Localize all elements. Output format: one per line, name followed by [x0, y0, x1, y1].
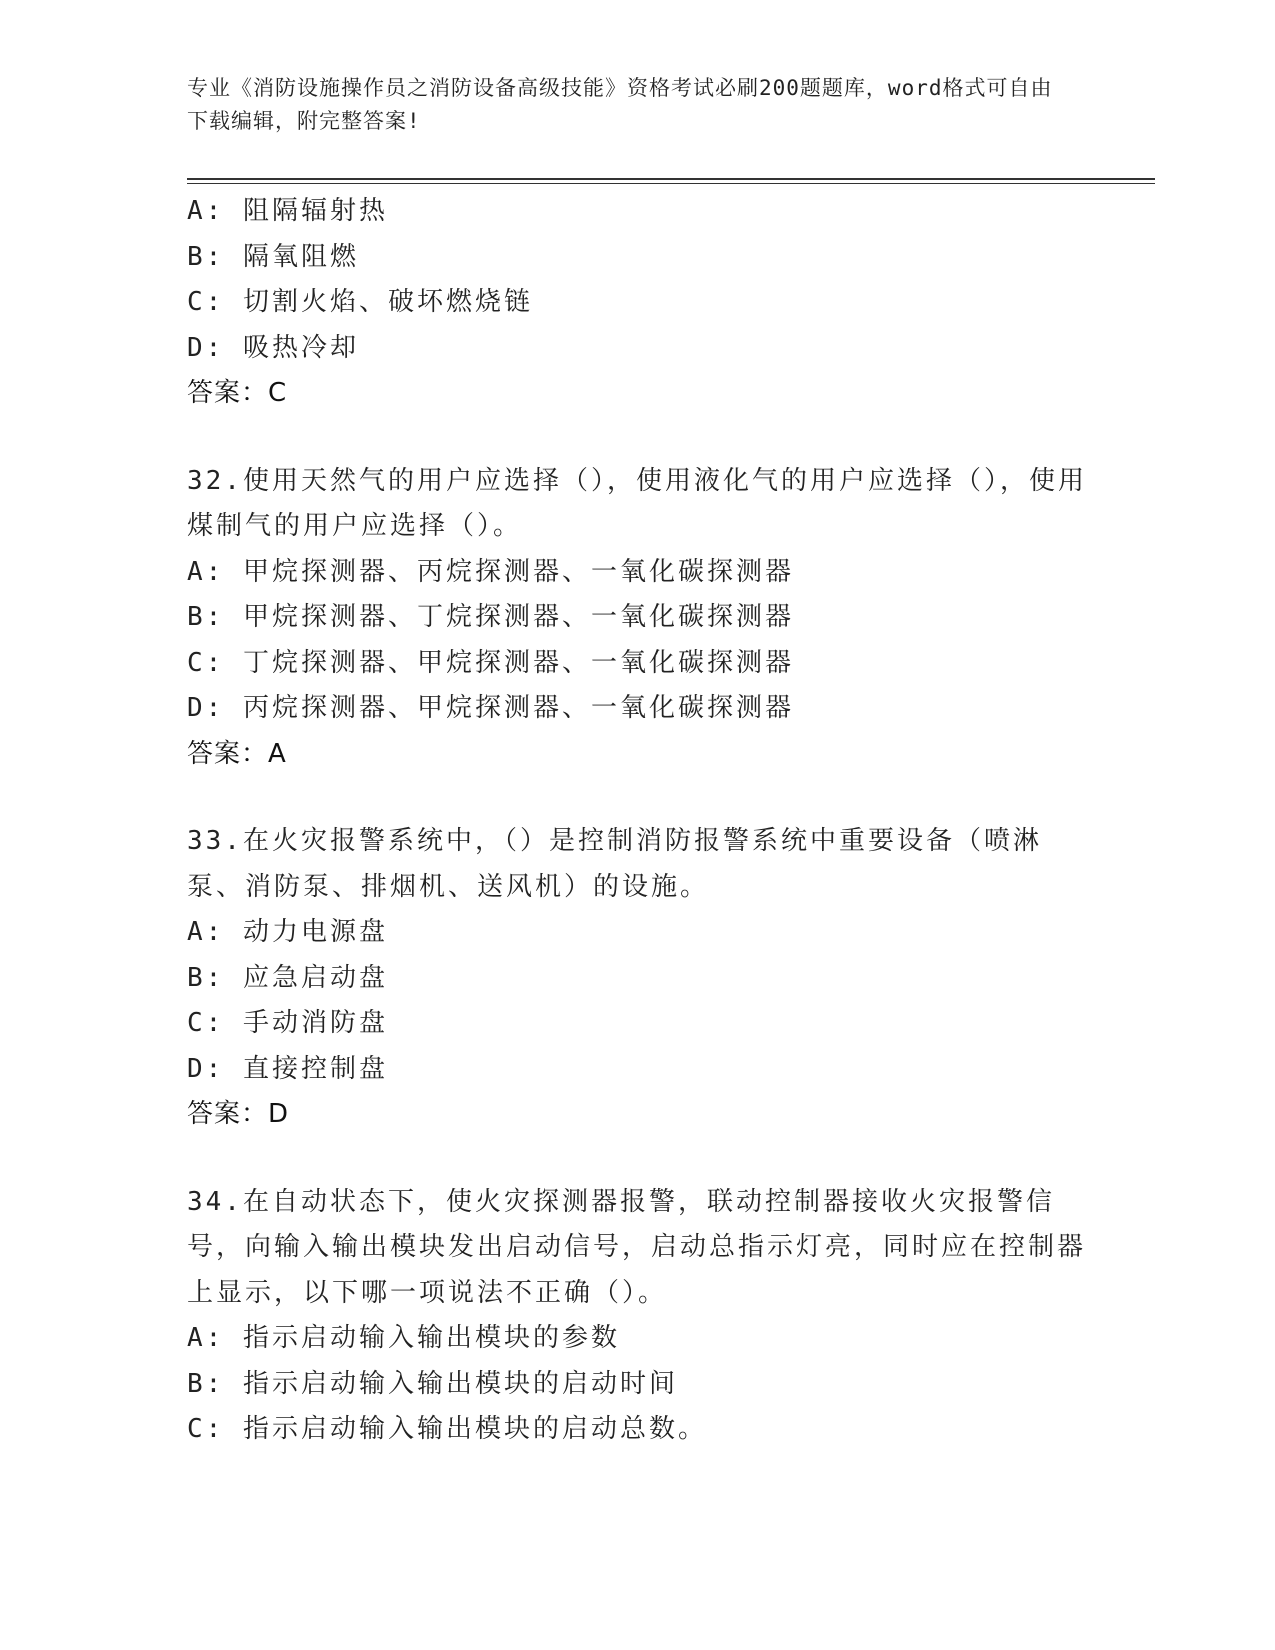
option-b: B: 隔氧阻燃 [187, 241, 359, 272]
question-text: 32.使用天然气的用户应选择（），使用液化气的用户应选择（），使用煤制气的用户应选择（）。 [187, 465, 1087, 541]
header-divider-thick [187, 178, 1155, 180]
option-c: C: 丁烷探测器、甲烷探测器、一氧化碳探测器 [187, 647, 794, 678]
option-a: A: 指示启动输入输出模块的参数 [187, 1323, 620, 1353]
option-a: A: 甲烷探测器、丙烷探测器、一氧化碳探测器 [187, 556, 794, 587]
answer-line: 答案：D [187, 1099, 290, 1129]
document-header: 专业《消防设施操作员之消防设备高级技能》资格考试必刷200题题库，word格式可自由下载编辑，附完整答案! [187, 76, 1053, 133]
option-d: D: 直接控制盘 [187, 1053, 388, 1084]
question-block-31 [187, 189, 1087, 417]
question-block-32 [187, 459, 1087, 778]
question-spacer [187, 1138, 1087, 1180]
option-b: B: 应急启动盘 [187, 962, 388, 993]
option-b: B: 甲烷探测器、丁烷探测器、一氧化碳探测器 [187, 602, 794, 632]
header-divider-thin [187, 183, 1155, 184]
question-text: 34.在自动状态下，使火灾探测器报警，联动控制器接收火灾报警信号，向输入输出模块发出启动信号，启动总指示灯亮，同时应在控制器上显示，以下哪一项说法不正确（）。 [187, 1186, 1087, 1308]
answer-line: 答案：A [187, 738, 287, 769]
option-c: C: 切割火焰、破坏燃烧链 [187, 287, 533, 317]
question-spacer [187, 777, 1087, 819]
option-b: B: 指示启动输入输出模块的启动时间 [187, 1368, 678, 1399]
option-c: C: 指示启动输入输出模块的启动总数。 [187, 1414, 707, 1444]
option-a: A: 阻隔辐射热 [187, 196, 388, 226]
question-spacer [187, 417, 1087, 459]
option-d: D: 丙烷探测器、甲烷探测器、一氧化碳探测器 [187, 693, 794, 723]
question-block-33 [187, 819, 1087, 1138]
answer-line: 答案：C [187, 378, 288, 408]
option-d: D: 吸热冷却 [187, 332, 359, 363]
question-text: 33.在火灾报警系统中，（）是控制消防报警系统中重要设备（喷淋泵、消防泵、排烟机、送风机）的设施。 [187, 826, 1042, 902]
option-c: C: 手动消防盘 [187, 1008, 388, 1038]
question-list [187, 189, 1087, 1453]
option-a: A: 动力电源盘 [187, 917, 388, 947]
question-block-34 [187, 1180, 1087, 1453]
